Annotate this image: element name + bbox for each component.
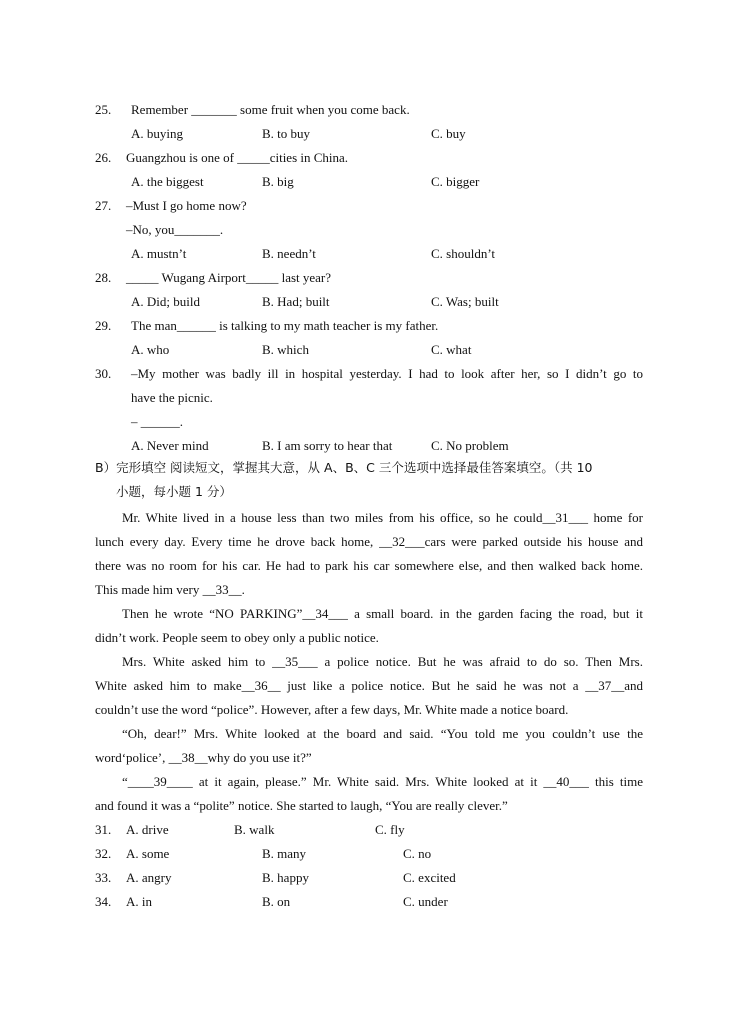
option-c: C. excited bbox=[403, 870, 456, 885]
section-b-instructions-continued: 小题，每小题 1 分） bbox=[116, 484, 232, 499]
option-a: A. who bbox=[131, 342, 170, 357]
option-c: C. buy bbox=[431, 126, 466, 141]
question-number: 33. bbox=[95, 870, 112, 885]
option-b: B. big bbox=[262, 174, 294, 189]
option-a: A. angry bbox=[126, 870, 172, 885]
question-number: 27. bbox=[95, 198, 112, 213]
option-b: B. to buy bbox=[262, 126, 311, 141]
question-stem: The man______ is talking to my math teacher is my father. bbox=[131, 318, 439, 333]
passage-line: there was no room for his car. He had to park his car somewhere else, and then walked back home. bbox=[95, 558, 643, 573]
option-c: C. no bbox=[403, 846, 432, 861]
option-b: B. happy bbox=[262, 870, 309, 885]
question-number: 25. bbox=[95, 102, 112, 117]
question-stem: Remember _______ some fruit when you come back. bbox=[131, 102, 410, 117]
option-b: B. needn’t bbox=[262, 246, 316, 261]
passage-line: This made him very __33__. bbox=[95, 582, 245, 597]
passage-line: couldn’t use the word “police”. However, after a few days, Mr. White made a notice board. bbox=[95, 702, 569, 717]
passage-line: and found it was a “polite” notice. She started to laugh, “You are really clever.” bbox=[95, 798, 508, 813]
passage-line: “Oh, dear!” Mrs. White looked at the board and said. “You told me you couldn’t use the bbox=[122, 726, 643, 741]
section-b-instructions: B）完形填空 阅读短文，掌握其大意，从 A、B、C 三个选项中选择最佳答案填空。（共 10 bbox=[95, 460, 593, 475]
question-number: 34. bbox=[95, 894, 112, 909]
question-number: 32. bbox=[95, 846, 112, 861]
question-stem: –Must I go home now? bbox=[126, 198, 247, 213]
question-stem-continued: have the picnic. bbox=[131, 390, 213, 405]
option-a: A. in bbox=[126, 894, 152, 909]
option-c: C. bigger bbox=[431, 174, 480, 189]
question-number: 28. bbox=[95, 270, 112, 285]
question-stem: Guangzhou is one of _____cities in China. bbox=[126, 150, 349, 165]
option-a: A. the biggest bbox=[131, 174, 204, 189]
option-c: C. Was; built bbox=[431, 294, 499, 309]
question-number: 26. bbox=[95, 150, 112, 165]
question-stem: –My mother was badly ill in hospital yesterday. I had to look after her, so I didn’t go to bbox=[131, 366, 643, 381]
option-c: C. fly bbox=[375, 822, 405, 837]
option-a: A. Never mind bbox=[131, 438, 209, 453]
option-b: B. Had; built bbox=[262, 294, 330, 309]
option-b: B. walk bbox=[234, 822, 275, 837]
passage-line: White asked him to make__36__ just like a police notice. But he said he was not a __37__and bbox=[95, 678, 643, 693]
option-b: B. on bbox=[262, 894, 291, 909]
option-a: A. mustn’t bbox=[131, 246, 187, 261]
passage-line: “____39____ at it again, please.” Mr. White said. Mrs. White looked at it __40___ this time bbox=[122, 774, 643, 789]
option-c: C. what bbox=[431, 342, 472, 357]
passage-line: Mr. White lived in a house less than two miles from his office, so he could__31___ home for bbox=[122, 510, 643, 525]
question-response: – ______. bbox=[131, 414, 183, 429]
option-a: A. drive bbox=[126, 822, 169, 837]
option-b: B. I am sorry to hear that bbox=[262, 438, 393, 453]
question-number: 31. bbox=[95, 822, 112, 837]
option-b: B. many bbox=[262, 846, 307, 861]
option-c: C. under bbox=[403, 894, 448, 909]
option-c: C. No problem bbox=[431, 438, 509, 453]
question-number: 30. bbox=[95, 366, 112, 381]
passage-line: Mrs. White asked him to __35___ a police notice. But he was afraid to do so. Then Mrs. bbox=[122, 654, 643, 669]
option-a: A. buying bbox=[131, 126, 183, 141]
passage-line: didn’t work. People seem to obey only a public notice. bbox=[95, 630, 379, 645]
question-stem: _____ Wugang Airport_____ last year? bbox=[126, 270, 332, 285]
question-number: 29. bbox=[95, 318, 112, 333]
question-response: –No, you_______. bbox=[126, 222, 224, 237]
option-b: B. which bbox=[262, 342, 309, 357]
option-a: A. Did; build bbox=[131, 294, 200, 309]
passage-line: Then he wrote “NO PARKING”__34___ a small board. in the garden facing the road, but it bbox=[122, 606, 643, 621]
option-c: C. shouldn’t bbox=[431, 246, 496, 261]
option-a: A. some bbox=[126, 846, 170, 861]
passage-line: word‘police’, __38__why do you use it?” bbox=[95, 750, 312, 765]
passage-line: lunch every day. Every time he drove back home, __32___cars were parked outside his house and bbox=[95, 534, 643, 549]
